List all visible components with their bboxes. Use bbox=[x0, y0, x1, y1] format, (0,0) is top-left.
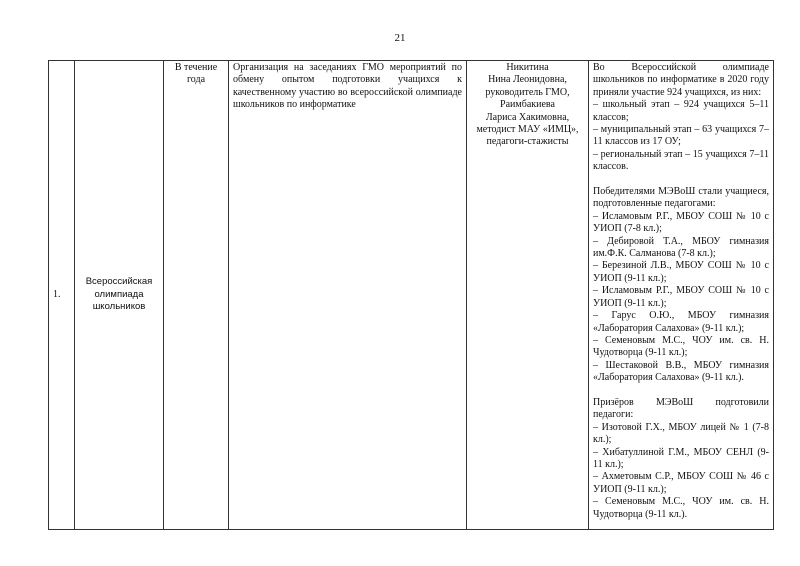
prize-item: – Семеновым М.С., ЧОУ им. св. Н. Чудотворца (9-11 кл.). bbox=[593, 496, 769, 520]
activity-cell: Организация на заседаниях ГМО мероприятий по обмену опытом подготовки учащихся к качественному участию во всероссийской олимпиаде школьников по информатике bbox=[229, 61, 467, 530]
results-cell bbox=[589, 61, 774, 530]
prize-item: – Хибатуллиной Г.М., МБОУ СЕНЛ (9-11 кл.); bbox=[593, 446, 769, 470]
winner-item: – Гарус О.Ю., МБОУ гимназия «Лаборатория Салахова» (9-11 кл.); bbox=[593, 310, 769, 334]
winner-item: – Дебировой Т.А., МБОУ гимназия им.Ф.К. Салманова (7-8 кл.); bbox=[593, 235, 769, 260]
winners-heading: Победителями МЭВоШ стали учащиеся, подготовленные педагогами: bbox=[593, 186, 769, 210]
responsible-line: Лариса Хакимовна, bbox=[485, 111, 570, 123]
prizes-heading: Призёров МЭВоШ подготовили педагоги: bbox=[593, 396, 769, 421]
winner-item: – Исламовым Р.Г., МБОУ СОШ № 10 с УИОП (9-11 кл.); bbox=[593, 285, 769, 309]
responsible-line: Никитина bbox=[506, 62, 549, 73]
responsible-line: педагоги-стажисты bbox=[486, 136, 569, 148]
table-row bbox=[49, 61, 774, 530]
responsible-line: Нина Леонидовна, bbox=[488, 74, 567, 86]
event-cell bbox=[75, 61, 164, 530]
page-number: 21 bbox=[394, 32, 406, 44]
olympiad-table bbox=[48, 60, 774, 530]
results-intro: Во Всероссийской олимпиаде школьников по информатике в 2020 году приняли участие 924 учащихся, из них: bbox=[593, 62, 769, 98]
row-number: 1. bbox=[49, 61, 75, 530]
responsible-line: руководитель ГМО, bbox=[485, 86, 570, 98]
responsible-cell bbox=[467, 61, 589, 530]
responsible-line: Раимбакиева bbox=[500, 99, 555, 111]
winner-item: – Исламовым Р.Г., МБОУ СОШ № 10 с УИОП (7-8 кл.); bbox=[593, 210, 769, 235]
winner-item: – Шестаковой В.В., МБОУ гимназия «Лаборатория Салахова» (9-11 кл.). bbox=[593, 359, 769, 384]
period-cell: В течение года bbox=[164, 61, 229, 530]
winner-item: – Семеновым М.С., ЧОУ им. св. Н. Чудотворца (9-11 кл.); bbox=[593, 334, 769, 359]
stage-item: – школьный этап – 924 учащихся 5–11 классов; bbox=[593, 99, 769, 123]
prize-item: – Изотовой Г.Х., МБОУ лицей № 1 (7-8 кл.); bbox=[593, 421, 769, 446]
winner-item: – Березиной Л.В., МБОУ СОШ № 10 с УИОП (9-11 кл.); bbox=[593, 260, 769, 284]
stage-item: – региональный этап – 15 учащихся 7–11 классов. bbox=[593, 148, 769, 173]
prize-item: – Ахметовым С.Р., МБОУ СОШ № 46 с УИОП (9-11 кл.); bbox=[593, 471, 769, 495]
event-name: Всероссийская олимпиада школьников bbox=[85, 276, 153, 313]
responsible-line: методист МАУ «ИМЦ», bbox=[476, 124, 579, 136]
stage-item: – муниципальный этап – 63 учащихся 7–11 классов из 17 ОУ; bbox=[593, 124, 769, 148]
